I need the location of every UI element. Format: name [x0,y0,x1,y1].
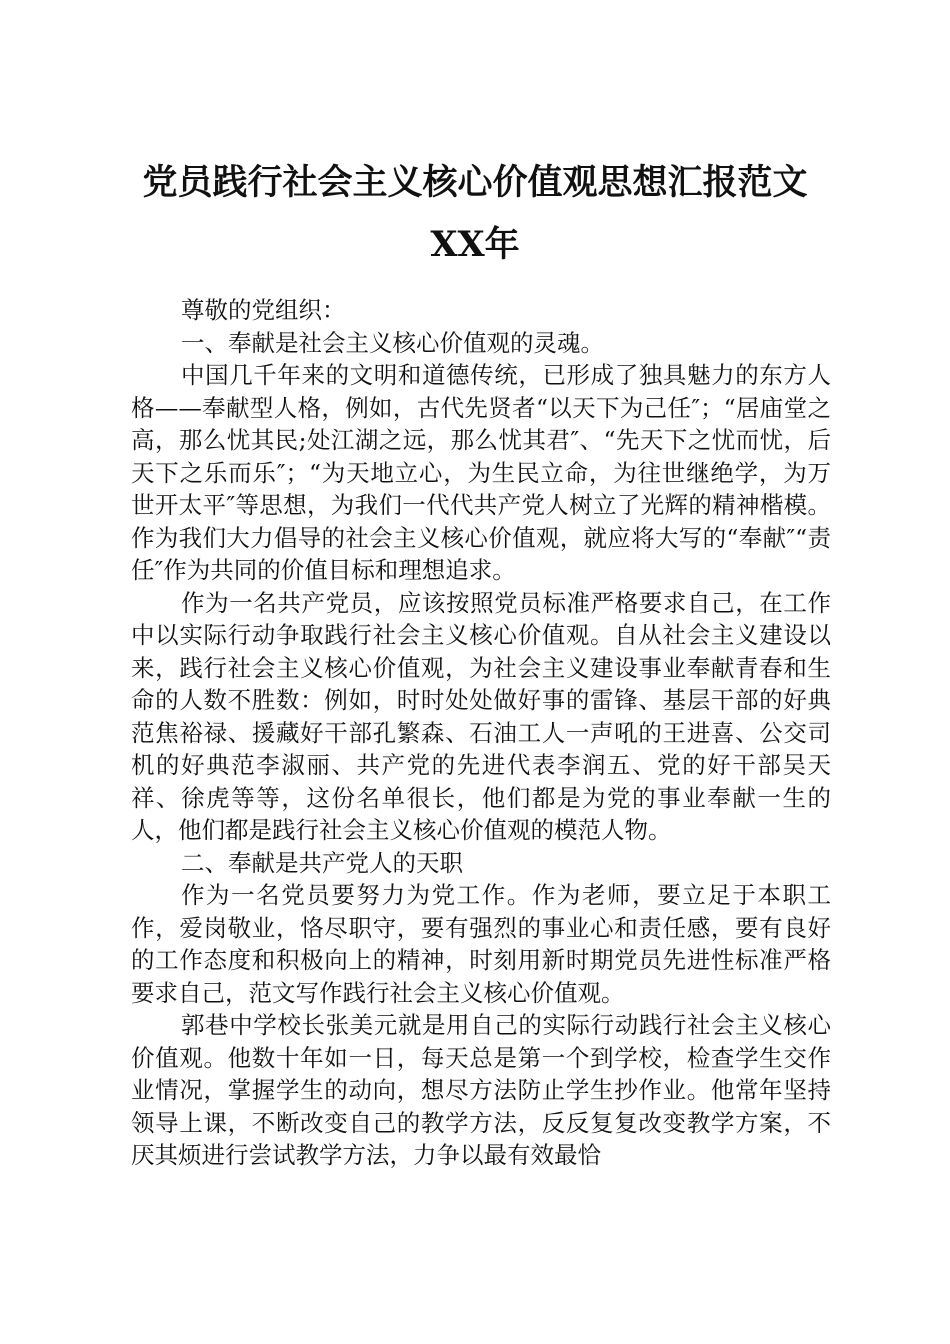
document-body [131,294,831,1172]
section-heading-1: 一、奉献是社会主义核心价值观的灵魂。 [181,328,604,357]
body-paragraph: 作为一名党员要努力为党工作。作为老师，要立足于本职工作，爱岗敬业，恪尽职守，要有强烈的事业心和责任感，要有良好的工作态度和积极向上的精神，时刻用新时期党员先进性标准严格要求自己，范文写作践行社会主义核心价值观。 [131,881,831,1007]
section-heading-2: 二、奉献是共产党人的天职 [181,848,463,877]
document-title-line2: XX年 [430,224,520,265]
document-title-line1: 党员践行社会主义核心价值观思想汇报范文 [142,162,808,203]
body-paragraph: 中国几千年来的文明和道德传统，已形成了独具魅力的东方人格——奉献型人格，例如，古代先贤者“以天下为己任″；“居庙堂之高，那么忧其民;处江湖之远，那么忧其君″、“先天下之忧而忧，后天下之乐而乐″；“为天地立心，为生民立命，为往世继绝学，为万世开太平″等思想，为我们一代代共产党人树立了光辉的精神楷模。作为我们大力倡导的社会主义核心价值观，就应将大写的“奉献″“责任″作为共同的价值目标和理想追求。 [131,361,831,584]
salutation: 尊敬的党组织： [181,296,346,324]
body-paragraph: 郭巷中学校长张美元就是用自己的实际行动践行社会主义核心价值观。他数十年如一日，每天总是第一个到学校，检查学生交作业情况，掌握学生的动向，想尽方法防止学生抄作业。他常年坚持领导上课，不断改变自己的教学方法，反反复复改变教学方案，不厌其烦进行尝试教学方法，力争以最有效最恰 [131,1011,831,1169]
body-paragraph: 作为一名共产党员，应该按照党员标准严格要求自己，在工作中以实际行动争取践行社会主义核心价值观。自从社会主义建设以来，践行社会主义核心价值观，为社会主义建设事业奉献青春和生命的人数不胜数：例如，时时处处做好事的雷锋、基层干部的好典范焦裕禄、援藏好干部孔繁森、石油工人一声吼的王进喜、公交司机的好典范李淑丽、共产党的先进代表李润五、党的好干部吴天祥、徐虎等等，这份名单很长，他们都是为党的事业奉献一生的人，他们都是践行社会主义核心价值观的模范人物。 [131,588,831,844]
